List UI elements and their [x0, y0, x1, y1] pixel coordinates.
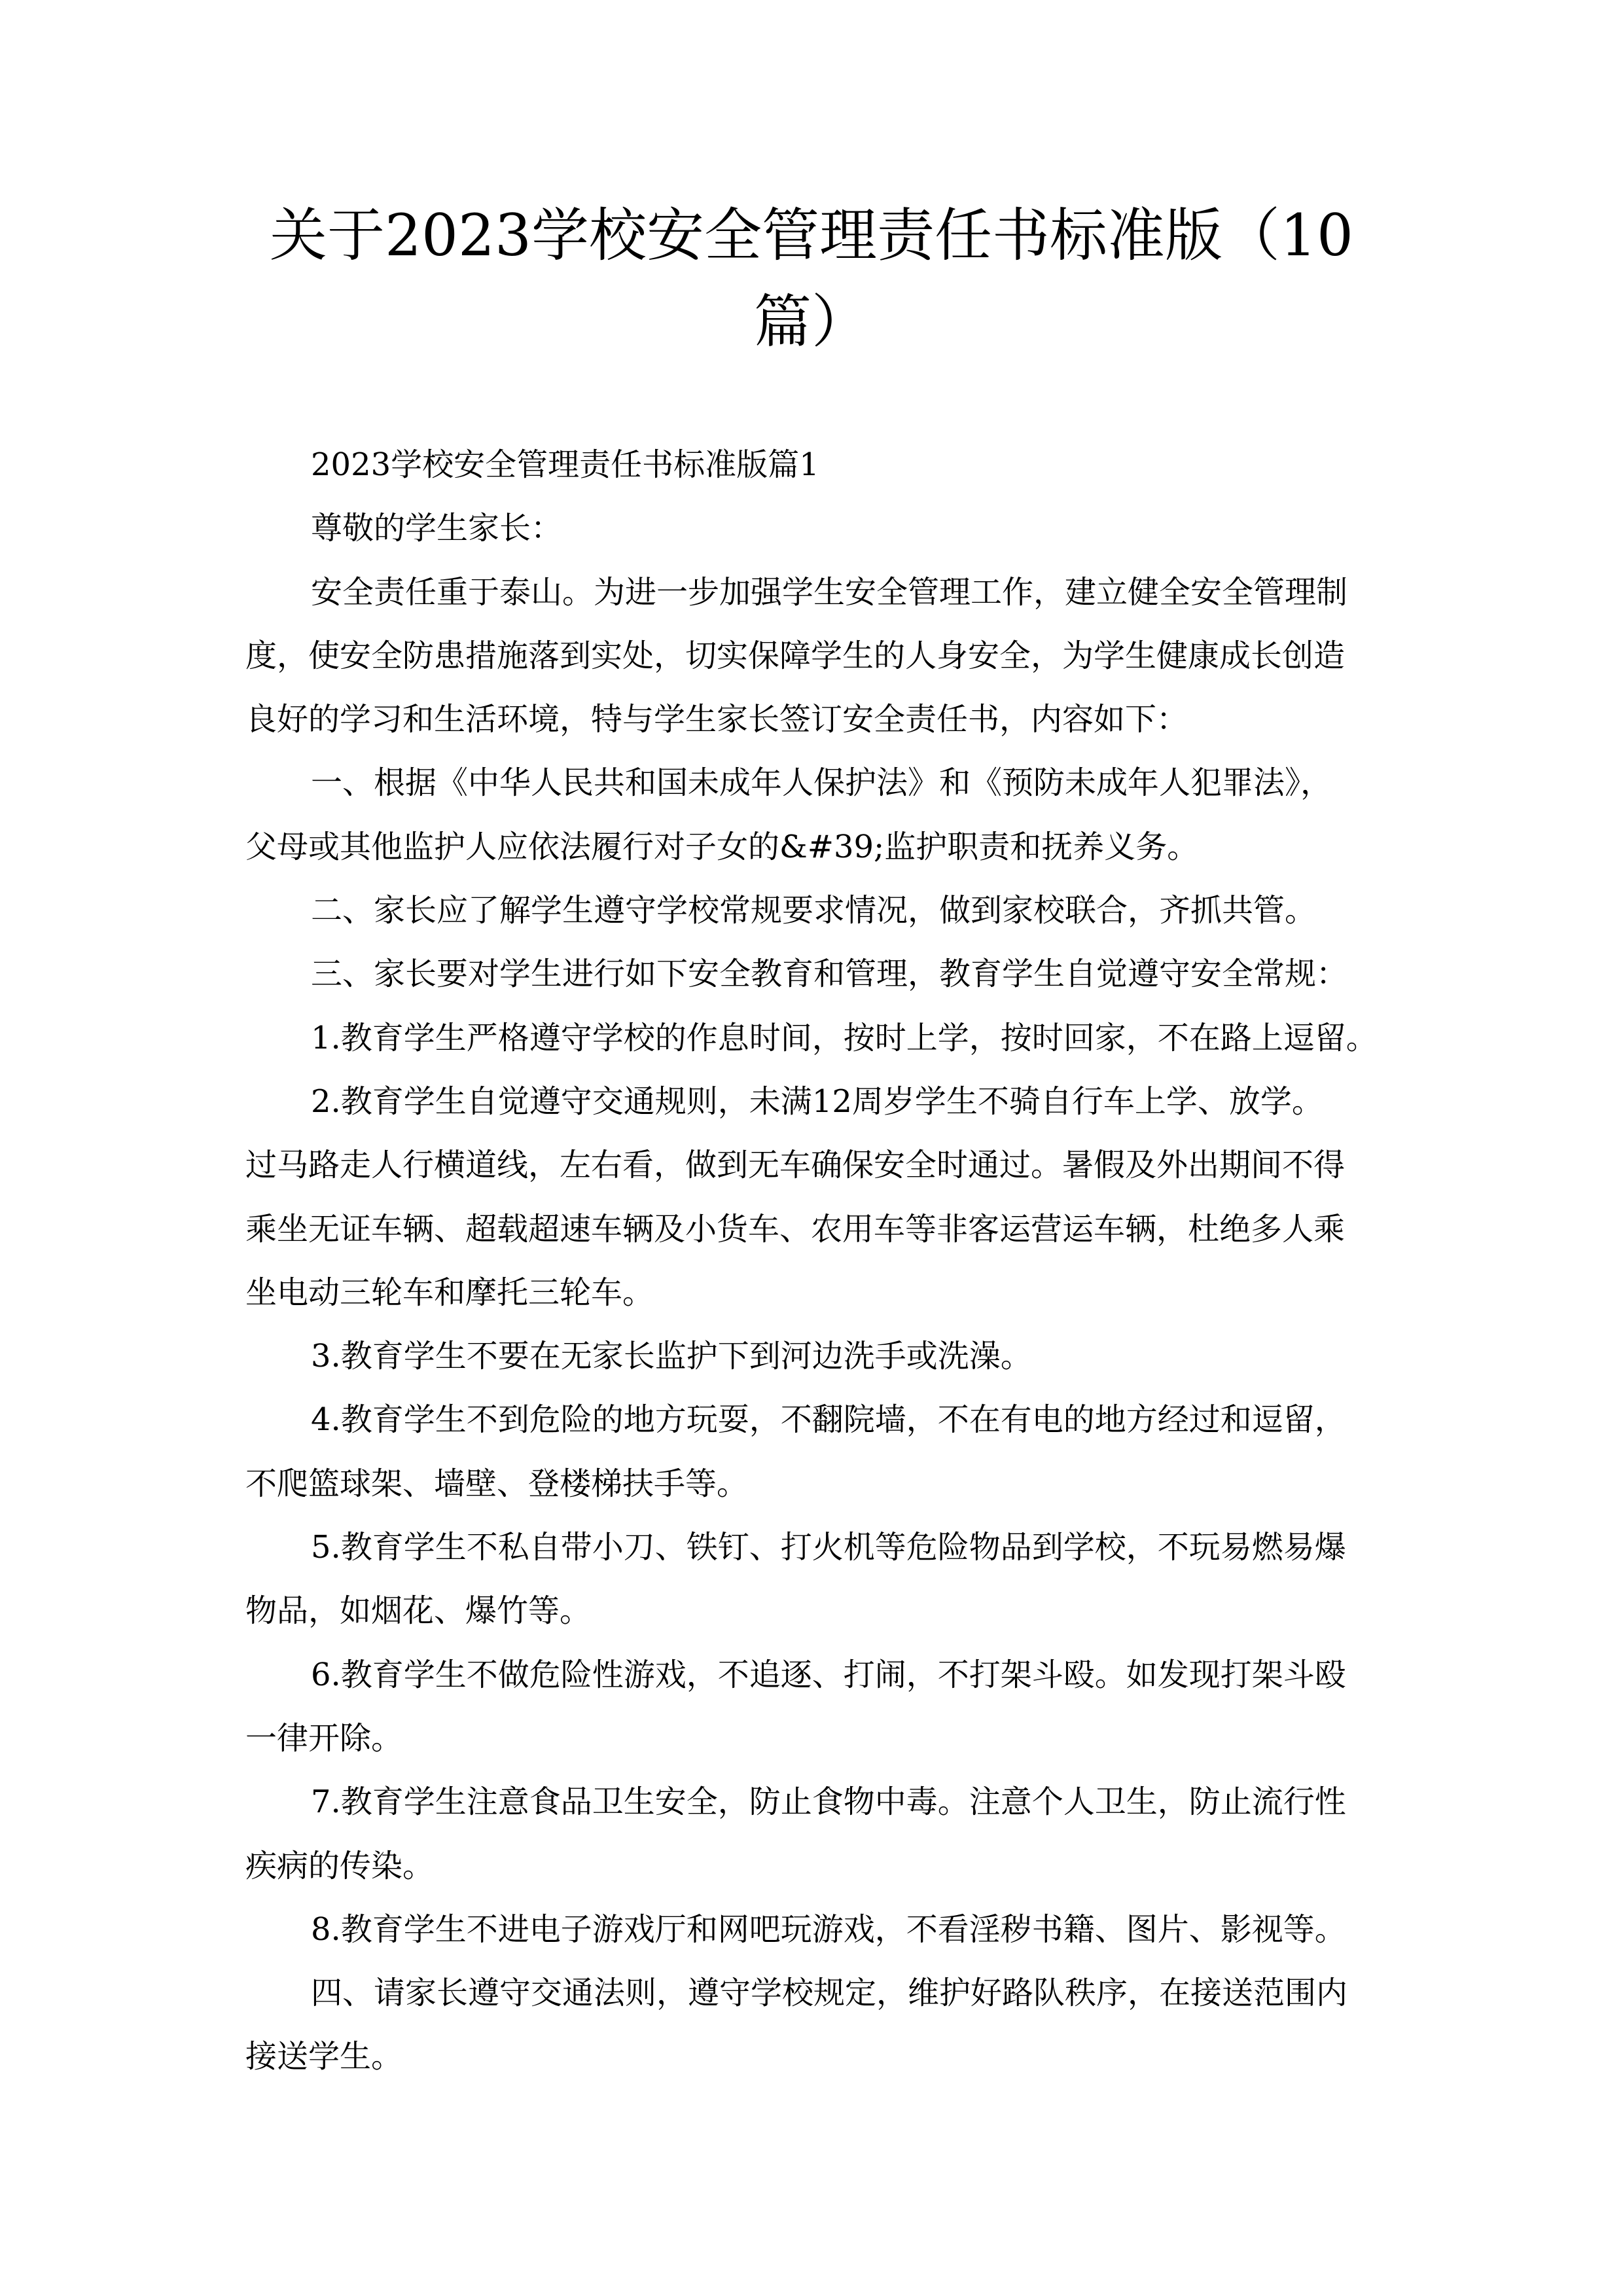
text-line: 2023学校安全管理责任书标准版篇1 [311, 446, 819, 483]
text-line: 1.教育学生严格遵守学校的作息时间，按时上学，按时回家，不在路上逗留。 [311, 1019, 1378, 1056]
text-line: 良好的学习和生活环境，特与学生家长签订安全责任书，内容如下： [245, 701, 1188, 738]
text-line: 4.教育学生不到危险的地方玩耍，不翻院墙，不在有电的地方经过和逗留， [311, 1401, 1346, 1439]
text-line: 不爬篮球架、墙壁、登楼梯扶手等。 [245, 1465, 749, 1502]
text-line: 四、请家长遵守交通法则，遵守学校规定，维护好路队秩序，在接送范围内 [311, 1975, 1348, 2012]
text-line: 三、家长要对学生进行如下安全教育和管理，教育学生自觉遵守安全常规： [311, 956, 1348, 993]
text-line: 乘坐无证车辆、超载超速车辆及小货车、农用车等非客运营运车辆，杜绝多人乘 [245, 1210, 1346, 1247]
text-line: 5.教育学生不私自带小刀、铁钉、打火机等危险物品到学校，不玩易燃易爆 [311, 1529, 1346, 1566]
text-line: 二、家长应了解学生遵守学校常规要求情况，做到家校联合，齐抓共管。 [311, 892, 1317, 929]
text-line: 度，使安全防患措施落到实处，切实保障学生的人身安全，为学生健康成长创造 [245, 637, 1346, 674]
text-line: 过马路走人行横道线，左右看，做到无车确保安全时通过。暑假及外出期间不得 [245, 1147, 1346, 1184]
document-title-line-1: 关于2023学校安全管理责任书标准版（10 [270, 202, 1353, 269]
text-line: 坐电动三轮车和摩托三轮车。 [245, 1274, 654, 1311]
text-line: 一律开除。 [245, 1719, 403, 1757]
text-line: 3.教育学生不要在无家长监护下到河边洗手或洗澡。 [311, 1338, 1032, 1375]
text-line: 接送学生。 [245, 2038, 403, 2075]
text-line: 物品，如烟花、爆竹等。 [245, 1592, 592, 1630]
text-line: 疾病的传染。 [245, 1847, 435, 1884]
text-line: 6.教育学生不做危险性游戏，不追逐、打闹，不打架斗殴。如发现打架斗殴 [311, 1656, 1346, 1693]
text-line: 2.教育学生自觉遵守交通规则，未满12周岁学生不骑自行车上学、放学。 [311, 1083, 1323, 1120]
text-line: 父母或其他监护人应依法履行对子女的&#39;监护职责和抚养义务。 [245, 828, 1199, 865]
text-line: 一、根据《中华人民共和国未成年人保护法》和《预防未成年人犯罪法》， [311, 764, 1332, 802]
text-line: 尊敬的学生家长： [311, 510, 563, 547]
document-title-line-2: 篇） [753, 288, 869, 355]
document-body [245, 445, 1384, 2101]
text-line: 8.教育学生不进电子游戏厅和网吧玩游戏，不看淫秽书籍、图片、影视等。 [311, 1910, 1346, 1948]
text-line: 安全责任重于泰山。为进一步加强学生安全管理工作，建立健全安全管理制 [311, 573, 1348, 611]
text-line: 7.教育学生注意食品卫生安全，防止食物中毒。注意个人卫生，防止流行性 [311, 1784, 1346, 1821]
